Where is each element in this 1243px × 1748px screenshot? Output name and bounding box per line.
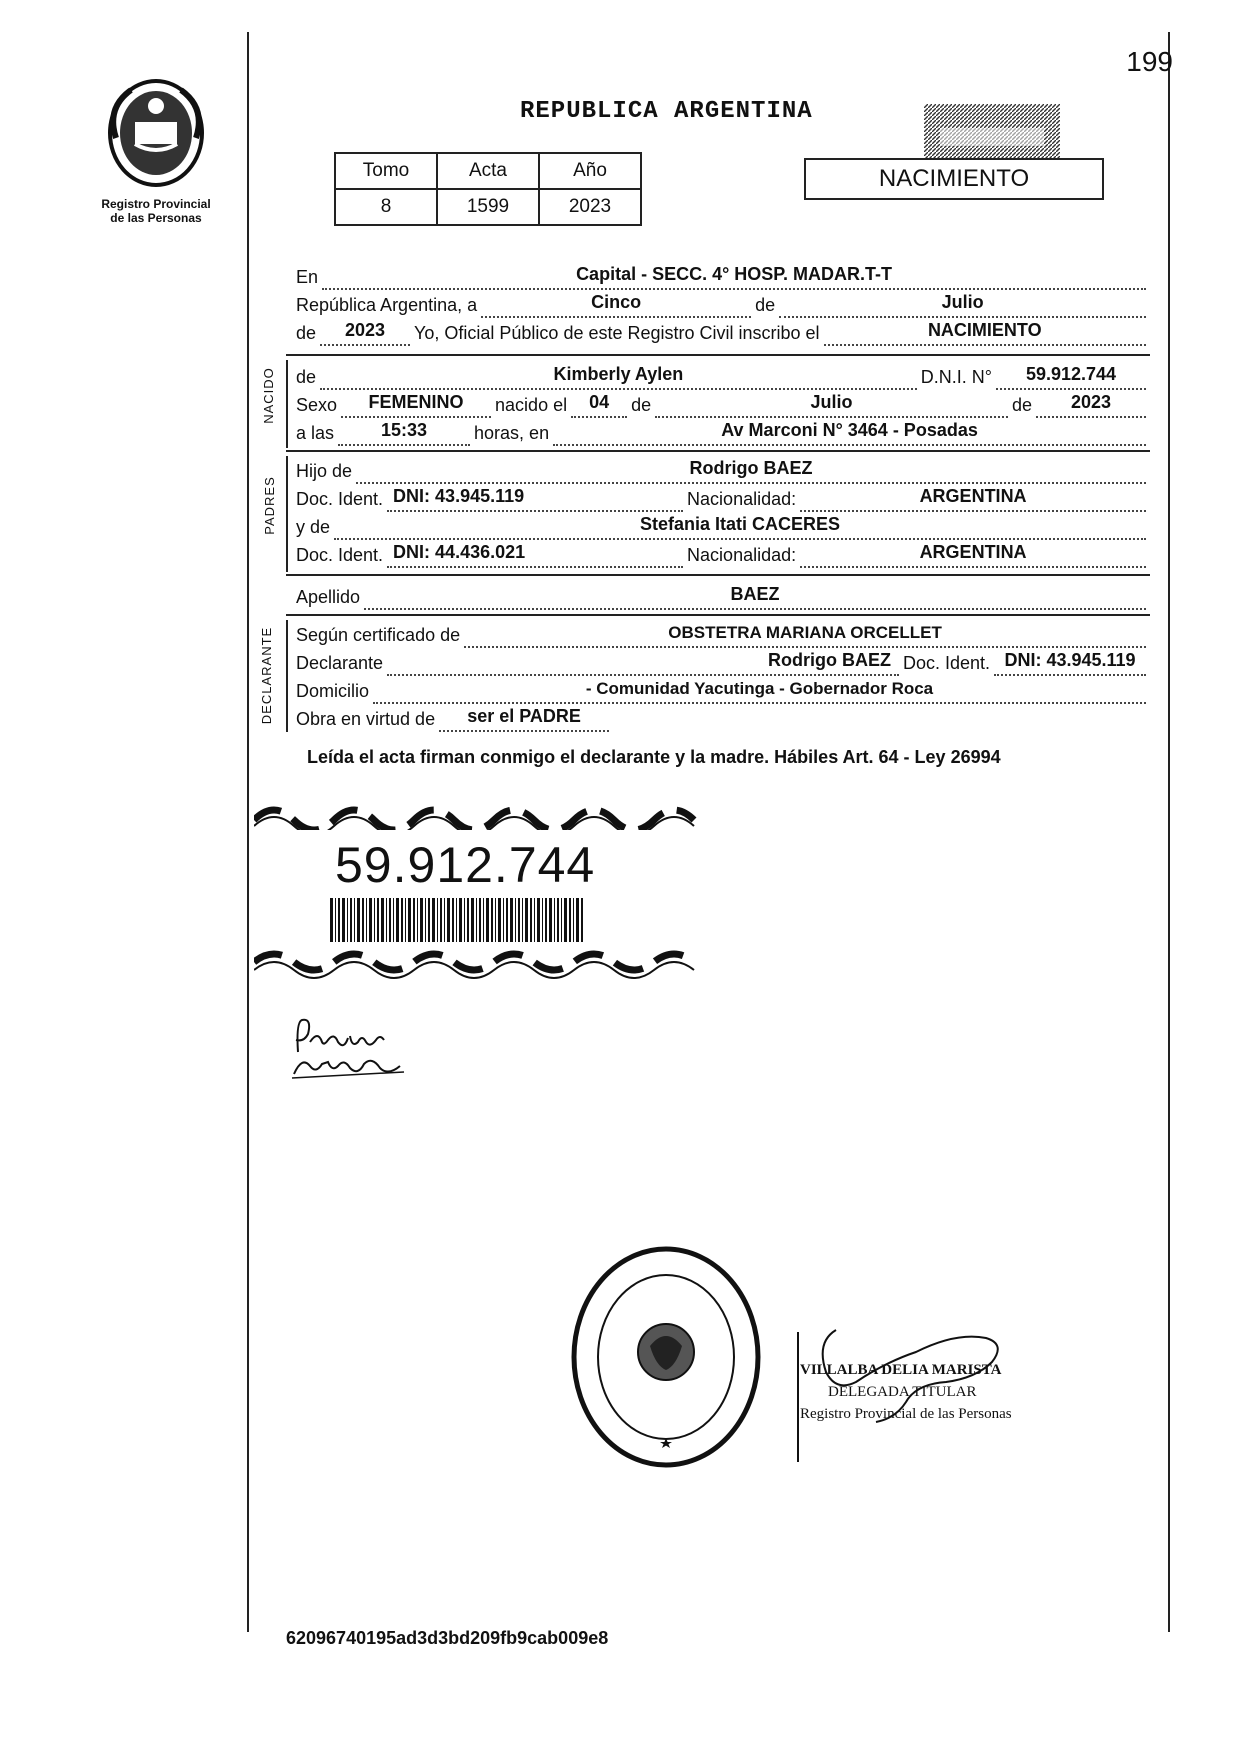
domicilio-value: - Comunidad Yacutinga - Gobernador Roca — [585, 679, 934, 698]
official-name: VILLALBA DELIA MARISTA — [800, 1362, 1002, 1378]
document-hash: 62096740195ad3d3bd209fb9cab009e8 — [286, 1628, 609, 1648]
act-type-box: NACIMIENTO — [804, 158, 1104, 200]
madre-nac-field — [800, 544, 1146, 568]
madre-value: Stefania Itati CACERES — [639, 514, 841, 534]
row-madre — [296, 514, 1150, 540]
apellido-label: Apellido — [296, 587, 361, 607]
row-hora — [296, 420, 1150, 446]
madre-nac-value: ARGENTINA — [919, 542, 1027, 562]
row-declarante — [296, 650, 1150, 676]
table-header-acta: Acta — [437, 153, 539, 189]
anio-field — [320, 322, 410, 346]
official-role: DELEGADA TITULAR — [828, 1384, 977, 1400]
hijo-de-label: Hijo de — [296, 461, 353, 481]
nombre-field — [320, 366, 917, 390]
padre-doc-field — [387, 488, 683, 512]
declarante-bracket — [286, 620, 288, 732]
madre-field — [334, 516, 1146, 540]
decl-doc-value: DNI: 43.945.119 — [1004, 650, 1136, 670]
nacido-el-label: nacido el — [495, 395, 568, 415]
nac-dia-value: 04 — [589, 392, 610, 412]
coat-of-arms-icon — [101, 78, 211, 188]
inscribo-value: NACIMIENTO — [927, 320, 1042, 340]
nac-mes-field — [655, 394, 1008, 418]
row-padre-doc — [296, 486, 1150, 512]
section-label-padres: PADRES — [261, 476, 277, 535]
row-padre — [296, 458, 1150, 484]
declarante-value: Rodrigo BAEZ — [767, 650, 891, 670]
padre-nac-label: Nacionalidad: — [687, 489, 797, 509]
logo-caption-line2: de las Personas — [110, 211, 202, 225]
row-anio — [296, 320, 1150, 346]
table-value-tomo: 8 — [335, 189, 437, 225]
republica-label: República Argentina, a — [296, 295, 478, 315]
document-title: REPUBLICA ARGENTINA — [520, 98, 813, 125]
padre-value: Rodrigo BAEZ — [689, 458, 813, 478]
dni-label: D.N.I. N° — [920, 367, 992, 387]
madre-doc-label: Doc. Ident. — [296, 545, 384, 565]
left-margin-line — [247, 32, 249, 1632]
nac-de-label: de — [631, 395, 652, 415]
horas-en-label: horas, en — [474, 423, 550, 443]
barcode — [330, 898, 584, 947]
padre-nac-field — [800, 488, 1146, 512]
wave-border-top — [254, 800, 702, 835]
mes-field — [779, 294, 1146, 318]
apellido-value: BAEZ — [730, 584, 780, 604]
padres-bracket — [286, 456, 288, 572]
certificado-value: OBSTETRA MARIANA ORCELLET — [668, 623, 942, 642]
sexo-field — [341, 394, 491, 418]
row-nombre — [296, 364, 1150, 390]
apellido-field — [364, 586, 1146, 610]
section-label-declarante: DECLARANTE — [259, 626, 275, 725]
obra-value: ser el PADRE — [467, 706, 581, 726]
divider-4 — [286, 614, 1150, 616]
en-value: Capital - SECC. 4° HOSP. MADAR.T-T — [576, 264, 892, 284]
padre-doc-value: DNI: 43.945.119 — [393, 486, 525, 506]
nacido-bracket — [286, 360, 288, 448]
declarant-signatures — [288, 1012, 408, 1089]
declarante-field — [387, 652, 899, 676]
y-de-label: y de — [296, 517, 331, 537]
official-seal — [566, 1242, 766, 1477]
page-number: 199 — [1126, 46, 1173, 77]
a-las-label: a las — [296, 423, 335, 443]
section-label-nacido: NACIDO — [260, 367, 276, 424]
mes-value: Julio — [941, 292, 984, 312]
row-obra — [296, 706, 1150, 732]
domicilio-label: Domicilio — [296, 681, 370, 701]
nac-anio-value: 2023 — [1070, 392, 1112, 412]
madre-doc-value: DNI: 44.436.021 — [393, 542, 526, 562]
security-stamp — [924, 104, 1060, 160]
obra-label: Obra en virtud de — [296, 709, 436, 729]
row-en — [296, 264, 1150, 290]
decl-doc-label: Doc. Ident. — [902, 653, 990, 673]
row-certificado — [296, 622, 1150, 648]
dni-value: 59.912.744 — [1025, 364, 1117, 384]
row-domicilio — [296, 678, 1150, 704]
row-madre-doc — [296, 542, 1150, 568]
right-margin-line — [1168, 32, 1170, 1632]
padre-field — [356, 460, 1146, 484]
domicilio-field — [373, 680, 1146, 704]
table-header-tomo: Tomo — [335, 153, 437, 189]
sexo-value: FEMENINO — [368, 392, 464, 412]
id-number: 59.912.744 — [335, 837, 596, 893]
logo-caption-line1: Registro Provincial — [101, 197, 211, 211]
en-label: En — [296, 267, 319, 287]
decl-doc-field — [994, 652, 1146, 676]
divider-1 — [286, 354, 1150, 356]
registry-table — [334, 152, 642, 226]
anio-value: 2023 — [345, 320, 386, 340]
closing-note: Leída el acta firman conmigo el declarante y la madre. Hábiles Art. 64 - Ley 26994 — [307, 747, 1001, 767]
nombre-value: Kimberly Aylen — [553, 364, 684, 384]
padre-nac-value: ARGENTINA — [919, 486, 1027, 506]
nac-mes-value: Julio — [810, 392, 853, 412]
dni-field — [996, 366, 1146, 390]
dia-value: Cinco — [591, 292, 642, 312]
padre-doc-label: Doc. Ident. — [296, 489, 384, 509]
province-logo — [92, 78, 220, 225]
wave-border-bottom — [254, 950, 702, 985]
lugar-value: Av Marconi N° 3464 - Posadas — [721, 420, 978, 440]
certificado-field — [464, 624, 1146, 648]
divider-3 — [286, 574, 1150, 576]
madre-nac-label: Nacionalidad: — [687, 545, 797, 565]
certificado-label: Según certificado de — [296, 625, 461, 645]
en-field — [322, 266, 1146, 290]
lugar-field — [553, 422, 1146, 446]
table-value-acta: 1599 — [437, 189, 539, 225]
official-office: Registro Provincial de las Personas — [800, 1406, 1012, 1422]
table-header-anio: Año — [539, 153, 641, 189]
oficial-text: Yo, Oficial Público de este Registro Civil inscribo el — [414, 323, 820, 343]
madre-doc-field — [387, 544, 683, 568]
nacido-de-label: de — [296, 367, 317, 387]
row-republica — [296, 292, 1150, 318]
table-value-anio: 2023 — [539, 189, 641, 225]
row-apellido — [296, 584, 1150, 610]
obra-field — [439, 708, 609, 732]
de-label: de — [755, 295, 776, 315]
divider-2 — [286, 450, 1150, 452]
de2-label: de — [296, 323, 317, 343]
nac-de2-label: de — [1011, 395, 1032, 415]
declarante-label: Declarante — [296, 653, 384, 673]
hora-value: 15:33 — [381, 420, 428, 440]
inscribo-field — [824, 322, 1146, 346]
hora-field — [338, 422, 470, 446]
sexo-label: Sexo — [296, 395, 338, 415]
nac-anio-field — [1036, 394, 1146, 418]
dia-field — [481, 294, 751, 318]
nac-dia-field — [571, 394, 627, 418]
row-sexo — [296, 392, 1150, 418]
